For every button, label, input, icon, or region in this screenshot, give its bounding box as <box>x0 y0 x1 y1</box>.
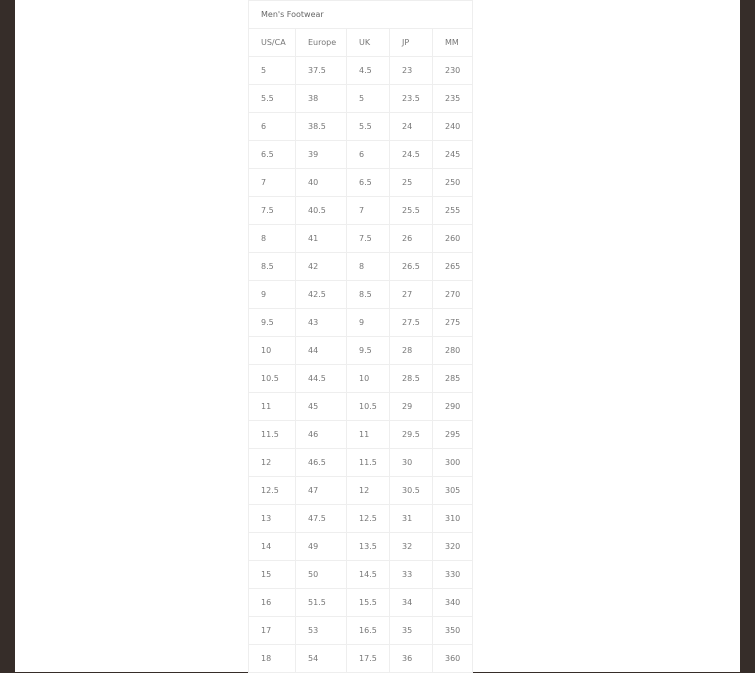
cell-uk: 7 <box>347 197 390 225</box>
cell-us-ca: 5 <box>249 57 296 85</box>
cell-mm: 275 <box>433 309 473 337</box>
cell-europe: 49 <box>296 533 347 561</box>
cell-us-ca: 8 <box>249 225 296 253</box>
cell-uk: 6 <box>347 141 390 169</box>
cell-us-ca: 13 <box>249 505 296 533</box>
cell-mm: 360 <box>433 645 473 673</box>
cell-europe: 38.5 <box>296 113 347 141</box>
cell-mm: 285 <box>433 365 473 393</box>
cell-mm: 250 <box>433 169 473 197</box>
cell-europe: 40.5 <box>296 197 347 225</box>
page-content <box>15 0 740 672</box>
cell-us-ca: 12 <box>249 449 296 477</box>
cell-us-ca: 12.5 <box>249 477 296 505</box>
table-caption: Men's Footwear <box>249 1 473 29</box>
cell-us-ca: 18 <box>249 645 296 673</box>
table-row <box>249 253 473 281</box>
cell-jp: 23.5 <box>390 85 433 113</box>
table-row <box>249 617 473 645</box>
cell-europe: 46 <box>296 421 347 449</box>
table-row <box>249 533 473 561</box>
table-row <box>249 197 473 225</box>
table-row <box>249 281 473 309</box>
cell-jp: 28.5 <box>390 365 433 393</box>
cell-us-ca: 6 <box>249 113 296 141</box>
table-row <box>249 421 473 449</box>
table-body <box>249 57 473 673</box>
cell-jp: 28 <box>390 337 433 365</box>
table-row <box>249 561 473 589</box>
cell-uk: 6.5 <box>347 169 390 197</box>
cell-us-ca: 7 <box>249 169 296 197</box>
cell-jp: 25 <box>390 169 433 197</box>
cell-europe: 47 <box>296 477 347 505</box>
cell-uk: 12 <box>347 477 390 505</box>
table-row <box>249 141 473 169</box>
cell-jp: 24.5 <box>390 141 433 169</box>
cell-europe: 51.5 <box>296 589 347 617</box>
table-row <box>249 393 473 421</box>
cell-europe: 47.5 <box>296 505 347 533</box>
cell-mm: 350 <box>433 617 473 645</box>
mens-footwear-size-table <box>248 0 473 673</box>
cell-us-ca: 10 <box>249 337 296 365</box>
cell-mm: 265 <box>433 253 473 281</box>
cell-jp: 27.5 <box>390 309 433 337</box>
cell-uk: 12.5 <box>347 505 390 533</box>
cell-uk: 13.5 <box>347 533 390 561</box>
table-row <box>249 85 473 113</box>
cell-mm: 230 <box>433 57 473 85</box>
cell-us-ca: 14 <box>249 533 296 561</box>
cell-europe: 44.5 <box>296 365 347 393</box>
cell-mm: 255 <box>433 197 473 225</box>
table-row <box>249 449 473 477</box>
cell-us-ca: 17 <box>249 617 296 645</box>
cell-europe: 38 <box>296 85 347 113</box>
cell-us-ca: 11.5 <box>249 421 296 449</box>
cell-mm: 260 <box>433 225 473 253</box>
table-row <box>249 225 473 253</box>
cell-europe: 42.5 <box>296 281 347 309</box>
cell-uk: 11.5 <box>347 449 390 477</box>
cell-mm: 295 <box>433 421 473 449</box>
cell-europe: 50 <box>296 561 347 589</box>
cell-uk: 14.5 <box>347 561 390 589</box>
cell-uk: 9.5 <box>347 337 390 365</box>
cell-europe: 54 <box>296 645 347 673</box>
column-header-europe: Europe <box>296 29 347 57</box>
table-row <box>249 645 473 673</box>
table-row <box>249 337 473 365</box>
cell-mm: 280 <box>433 337 473 365</box>
table-header-row <box>249 29 473 57</box>
cell-europe: 45 <box>296 393 347 421</box>
cell-mm: 235 <box>433 85 473 113</box>
cell-jp: 34 <box>390 589 433 617</box>
cell-uk: 9 <box>347 309 390 337</box>
table-row <box>249 57 473 85</box>
cell-uk: 5.5 <box>347 113 390 141</box>
table-row <box>249 309 473 337</box>
cell-uk: 7.5 <box>347 225 390 253</box>
column-header-mm: MM <box>433 29 473 57</box>
cell-jp: 30 <box>390 449 433 477</box>
column-header-uk: UK <box>347 29 390 57</box>
cell-us-ca: 8.5 <box>249 253 296 281</box>
cell-europe: 43 <box>296 309 347 337</box>
cell-uk: 8 <box>347 253 390 281</box>
cell-europe: 41 <box>296 225 347 253</box>
table-row <box>249 477 473 505</box>
cell-jp: 26 <box>390 225 433 253</box>
cell-us-ca: 5.5 <box>249 85 296 113</box>
column-header-jp: JP <box>390 29 433 57</box>
cell-mm: 305 <box>433 477 473 505</box>
cell-jp: 29.5 <box>390 421 433 449</box>
cell-europe: 46.5 <box>296 449 347 477</box>
table-row <box>249 505 473 533</box>
cell-jp: 23 <box>390 57 433 85</box>
cell-us-ca: 9.5 <box>249 309 296 337</box>
table-row <box>249 589 473 617</box>
cell-europe: 53 <box>296 617 347 645</box>
cell-jp: 24 <box>390 113 433 141</box>
cell-mm: 270 <box>433 281 473 309</box>
cell-uk: 15.5 <box>347 589 390 617</box>
cell-mm: 240 <box>433 113 473 141</box>
cell-jp: 26.5 <box>390 253 433 281</box>
cell-europe: 42 <box>296 253 347 281</box>
cell-mm: 330 <box>433 561 473 589</box>
cell-uk: 17.5 <box>347 645 390 673</box>
cell-us-ca: 16 <box>249 589 296 617</box>
cell-uk: 4.5 <box>347 57 390 85</box>
table-row <box>249 113 473 141</box>
table-row <box>249 365 473 393</box>
cell-uk: 16.5 <box>347 617 390 645</box>
cell-europe: 37.5 <box>296 57 347 85</box>
cell-mm: 310 <box>433 505 473 533</box>
cell-uk: 8.5 <box>347 281 390 309</box>
cell-us-ca: 7.5 <box>249 197 296 225</box>
cell-uk: 10 <box>347 365 390 393</box>
cell-jp: 27 <box>390 281 433 309</box>
cell-jp: 30.5 <box>390 477 433 505</box>
cell-jp: 25.5 <box>390 197 433 225</box>
cell-us-ca: 9 <box>249 281 296 309</box>
cell-uk: 5 <box>347 85 390 113</box>
cell-jp: 32 <box>390 533 433 561</box>
cell-us-ca: 11 <box>249 393 296 421</box>
cell-jp: 35 <box>390 617 433 645</box>
cell-uk: 10.5 <box>347 393 390 421</box>
cell-europe: 39 <box>296 141 347 169</box>
column-header-us-ca: US/CA <box>249 29 296 57</box>
cell-jp: 33 <box>390 561 433 589</box>
cell-europe: 44 <box>296 337 347 365</box>
cell-jp: 29 <box>390 393 433 421</box>
cell-mm: 245 <box>433 141 473 169</box>
cell-europe: 40 <box>296 169 347 197</box>
table-row <box>249 169 473 197</box>
cell-jp: 31 <box>390 505 433 533</box>
table-caption-row <box>249 1 473 29</box>
cell-us-ca: 15 <box>249 561 296 589</box>
cell-jp: 36 <box>390 645 433 673</box>
cell-us-ca: 10.5 <box>249 365 296 393</box>
cell-uk: 11 <box>347 421 390 449</box>
cell-mm: 300 <box>433 449 473 477</box>
cell-mm: 340 <box>433 589 473 617</box>
cell-mm: 320 <box>433 533 473 561</box>
cell-us-ca: 6.5 <box>249 141 296 169</box>
cell-mm: 290 <box>433 393 473 421</box>
